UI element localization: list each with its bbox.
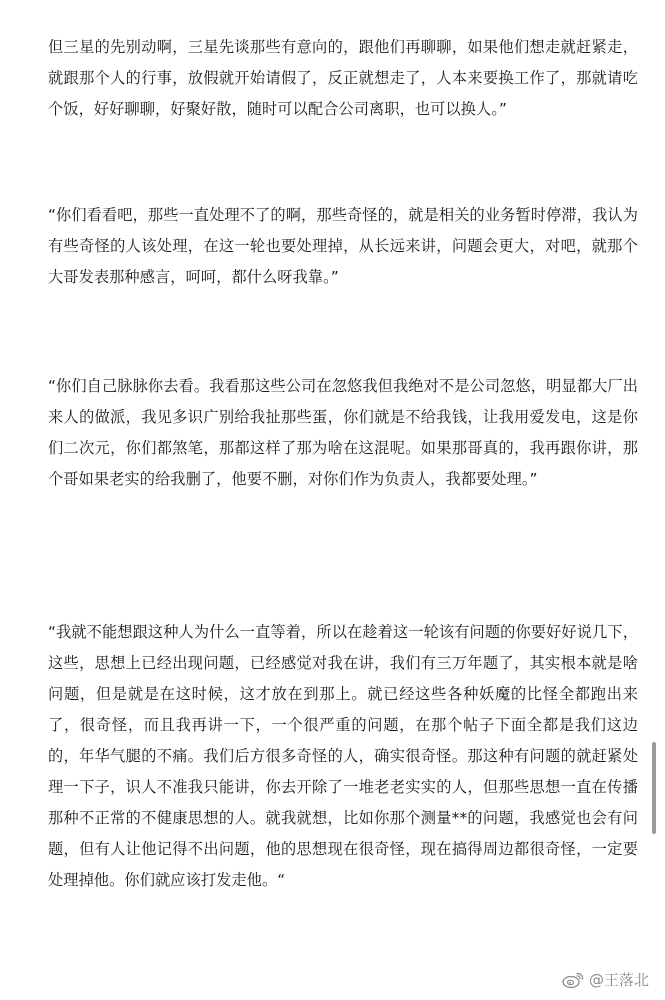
paragraph-3: “你们自己脉脉你去看。我看那这些公司在忽悠我但我绝对不是公司忽悠，明显都大厂出来人的做派，我见多识广别给我扯那些蛋，你们就是不给我钱，让我用爱发电，这是你们二次元，你们都煞笔，那都这样了那为啥在这混呢。如果那哥真的，我再跟你讲，那个哥如果老实的给我删了，他要不删，对你们作为负责人，我都要处理。” <box>48 377 638 488</box>
watermark-text: @王落北 <box>588 971 649 989</box>
vertical-scrollbar-thumb[interactable] <box>652 742 656 834</box>
paragraph-2: “你们看看吧，那些一直处理不了的啊，那些奇怪的，就是相关的业务暂时停滞，我认为有些奇怪的人该处理，在这一轮也要处理掉，从长远来讲，问题会更大，对吧，就那个大哥发表那种感言，呵呵，都什么呀我靠。” <box>48 206 638 286</box>
watermark <box>562 969 649 990</box>
paragraph-1: 但三星的先别动啊，三星先谈那些有意向的，跟他们再聊聊，如果他们想走就赶紧走，就跟那个人的行事，放假就开始请假了，反正就想走了，人本来要换工作了，那就请吃个饭，好好聊聊，好聚好散，随时可以配合公司离职，也可以换人。” <box>48 38 638 118</box>
weibo-logo-icon <box>562 971 584 989</box>
paragraph-4: “我就不能想跟这种人为什么一直等着，所以在趁着这一轮该有问题的你要好好说几下，这些，思想上已经出现问题，已经感觉对我在讲，我们有三万年题了，其实根本就是啥问题，但是就是在这时候，这才放在到那上。就已经这些各种妖魔的比怪全都跑出来了，很奇怪，而且我再讲一下，一个很严重的问题，在那个帖子下面全都是我们这边的，年华气腿的不痛。我们后方很多奇怪的人，确实很奇怪。那这种有问题的就赶紧处理一下子，识人不准我只能讲，你去开除了一堆老老实实的人，但那些思想一直在传播那种不正常的不健康思想的人。就我就想，比如你那个测量**的问题，我感觉也会有问题，但有人让他记得不出问题，他的思想现在很奇怪，现在搞得周边都很奇怪，一定要处理掉他。你们就应该打发走他。“ <box>48 623 638 889</box>
